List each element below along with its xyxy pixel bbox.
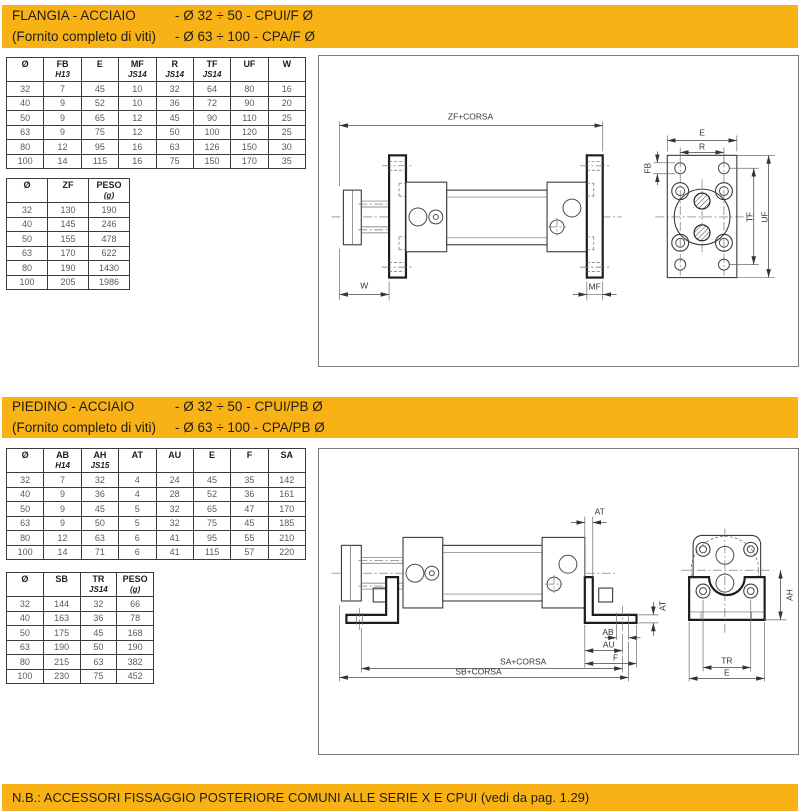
table-cell: 170: [231, 154, 268, 169]
table-cell: 14: [44, 545, 81, 560]
table-cell: 32: [156, 502, 193, 517]
dim-label-sb-corsa: SB+CORSA: [455, 666, 502, 677]
table-cell: 170: [48, 246, 89, 261]
table-row: [7, 232, 130, 247]
table-cell: 230: [43, 669, 80, 684]
piedino-drawing-svg: [319, 449, 796, 752]
table-cell: 142: [268, 473, 305, 488]
table-row: [7, 611, 154, 626]
table-row: [7, 626, 154, 641]
table-cell: 7: [44, 473, 81, 488]
table-cell: 100: [7, 669, 44, 684]
dim-label-sa-corsa: SA+CORSA: [500, 656, 547, 667]
column-header: TR JS14: [80, 573, 117, 597]
section-subtitle: (Fornito completo di viti): [12, 419, 157, 435]
table-cell: 63: [156, 140, 193, 155]
table-cell: 1986: [89, 275, 130, 290]
dim-label-e: E: [699, 127, 705, 138]
table-cell: 9: [44, 111, 81, 126]
table-header-row: [7, 449, 306, 473]
table-cell: 4: [119, 487, 156, 502]
table-cell: 50: [7, 232, 48, 247]
table-cell: 32: [80, 597, 117, 612]
table-cell: 110: [231, 111, 268, 126]
table-row: [7, 669, 154, 684]
table-row: [7, 640, 154, 655]
column-header: Ø: [7, 58, 44, 82]
table-cell: 75: [156, 154, 193, 169]
piedino-technical-drawing: [318, 448, 799, 755]
table-cell: 50: [7, 111, 44, 126]
table-cell: 6: [119, 531, 156, 546]
table-row: [7, 516, 306, 531]
table-cell: 25: [268, 111, 305, 126]
flangia-header-band: [2, 5, 798, 48]
column-header: SB: [43, 573, 80, 597]
table-cell: 190: [117, 640, 154, 655]
dim-label-fb: FB: [642, 162, 653, 174]
table-cell: 36: [81, 487, 118, 502]
table-cell: 40: [7, 217, 48, 232]
table-row: [7, 246, 130, 261]
dim-label-mf: MF: [588, 281, 601, 292]
column-header: AU: [156, 449, 193, 473]
table-cell: 12: [119, 125, 156, 140]
table-row: [7, 545, 306, 560]
table-cell: 163: [43, 611, 80, 626]
table-cell: 95: [81, 140, 118, 155]
table-cell: 130: [48, 203, 89, 218]
table-cell: 4: [119, 473, 156, 488]
table-cell: 382: [117, 655, 154, 670]
table-cell: 41: [156, 545, 193, 560]
table-cell: 215: [43, 655, 80, 670]
table-cell: 115: [193, 545, 230, 560]
size-range-line2: - Ø 63 ÷ 100 - CPA/F Ø: [175, 28, 315, 44]
table-cell: 9: [44, 516, 81, 531]
table-cell: 66: [117, 597, 154, 612]
table-cell: 47: [231, 502, 268, 517]
piedino-dimension-table: [6, 448, 306, 560]
dim-label-r: R: [699, 141, 706, 152]
column-header: PESO (g): [89, 179, 130, 203]
table-cell: 32: [7, 203, 48, 218]
table-cell: 1430: [89, 261, 130, 276]
column-header: F: [231, 449, 268, 473]
dim-label-f: F: [613, 652, 619, 663]
table-cell: 78: [117, 611, 154, 626]
table-row: [7, 502, 306, 517]
table-header-row: [7, 58, 306, 82]
table-cell: 5: [119, 502, 156, 517]
table-cell: 63: [81, 531, 118, 546]
piedino-header-left: [12, 397, 175, 438]
table-cell: 32: [156, 516, 193, 531]
table-cell: 50: [80, 640, 117, 655]
table-cell: 32: [156, 82, 193, 97]
flangia-dimension-table: [6, 57, 306, 169]
table-cell: 52: [81, 96, 118, 111]
column-header: AT: [119, 449, 156, 473]
column-header: SA: [268, 449, 305, 473]
table-row: [7, 111, 306, 126]
table-cell: 63: [7, 125, 44, 140]
table-cell: 100: [193, 125, 230, 140]
table-cell: 161: [268, 487, 305, 502]
column-header: AB H14: [44, 449, 81, 473]
flangia-technical-drawing: [318, 55, 799, 367]
dim-label-tf: TF: [744, 211, 755, 223]
table-cell: 16: [119, 154, 156, 169]
size-range-line1: - Ø 32 ÷ 50 - CPUI/F Ø: [175, 8, 313, 24]
table-cell: 9: [44, 96, 81, 111]
table-cell: 36: [80, 611, 117, 626]
table-row: [7, 154, 306, 169]
table-cell: 150: [193, 154, 230, 169]
table-cell: 120: [231, 125, 268, 140]
table-cell: 32: [7, 473, 44, 488]
flangia-header-left: [12, 6, 175, 47]
table-cell: 25: [268, 125, 305, 140]
dim-label-ab: AB: [602, 626, 614, 637]
column-header: Ø: [7, 179, 48, 203]
table-cell: 126: [193, 140, 230, 155]
table-cell: 16: [119, 140, 156, 155]
table-cell: 16: [268, 82, 305, 97]
table-cell: 185: [268, 516, 305, 531]
column-header: E: [81, 58, 118, 82]
column-header: W: [268, 58, 305, 82]
table-cell: 246: [89, 217, 130, 232]
column-header: FB H13: [44, 58, 81, 82]
table-row: [7, 261, 130, 276]
table-cell: 168: [117, 626, 154, 641]
table-row: [7, 140, 306, 155]
table-cell: 40: [7, 487, 44, 502]
table-cell: 71: [81, 545, 118, 560]
table-cell: 72: [193, 96, 230, 111]
table-cell: 100: [7, 154, 44, 169]
table-cell: 100: [7, 545, 44, 560]
table-cell: 622: [89, 246, 130, 261]
table-cell: 45: [80, 626, 117, 641]
table-cell: 65: [193, 502, 230, 517]
column-header: MF JS14: [119, 58, 156, 82]
table-cell: 20: [268, 96, 305, 111]
flangia-header-right: [175, 6, 315, 47]
column-header: UF: [231, 58, 268, 82]
table-row: [7, 487, 306, 502]
section-title: PIEDINO - ACCIAIO: [12, 399, 135, 415]
dim-label-w: W: [360, 280, 369, 291]
table-cell: 45: [81, 502, 118, 517]
table-cell: 145: [48, 217, 89, 232]
table-cell: 5: [119, 516, 156, 531]
column-header: AH JS15: [81, 449, 118, 473]
table-cell: 80: [7, 261, 48, 276]
table-cell: 115: [81, 154, 118, 169]
table-cell: 155: [48, 232, 89, 247]
table-header-row: [7, 573, 154, 597]
table-cell: 30: [268, 140, 305, 155]
table-cell: 50: [7, 626, 44, 641]
table-cell: 90: [231, 96, 268, 111]
table-cell: 90: [193, 111, 230, 126]
flangia-drawing-svg: [319, 56, 796, 364]
table-cell: 12: [119, 111, 156, 126]
table-cell: 40: [7, 611, 44, 626]
table-cell: 12: [44, 531, 81, 546]
table-cell: 75: [80, 669, 117, 684]
table-cell: 80: [231, 82, 268, 97]
table-cell: 50: [7, 502, 44, 517]
table-cell: 220: [268, 545, 305, 560]
table-cell: 150: [231, 140, 268, 155]
table-cell: 50: [156, 125, 193, 140]
table-cell: 9: [44, 125, 81, 140]
column-header: Ø: [7, 449, 44, 473]
table-row: [7, 217, 130, 232]
table-cell: 55: [231, 531, 268, 546]
table-cell: 63: [80, 655, 117, 670]
dim-label-tr: TR: [721, 655, 733, 666]
table-cell: 28: [156, 487, 193, 502]
table-row: [7, 531, 306, 546]
table-header-row: [7, 179, 130, 203]
table-row: [7, 125, 306, 140]
dim-label-at-top: AT: [594, 506, 605, 517]
section-title: FLANGIA - ACCIAIO: [12, 8, 136, 24]
table-cell: 144: [43, 597, 80, 612]
table-cell: 63: [7, 640, 44, 655]
dim-label-at-side: AT: [657, 600, 668, 612]
column-header: E: [193, 449, 230, 473]
dim-label-zf-corsa: ZF+CORSA: [447, 111, 494, 122]
piedino-header-right: [175, 397, 325, 438]
table-row: [7, 96, 306, 111]
table-cell: 32: [81, 473, 118, 488]
table-cell: 175: [43, 626, 80, 641]
table-cell: 80: [7, 140, 44, 155]
dim-label-ah: AH: [784, 589, 795, 601]
table-cell: 32: [7, 82, 44, 97]
table-cell: 14: [44, 154, 81, 169]
footer-note-band: [2, 784, 798, 811]
table-cell: 24: [156, 473, 193, 488]
table-cell: 63: [7, 246, 48, 261]
column-header: R JS14: [156, 58, 193, 82]
table-cell: 95: [193, 531, 230, 546]
table-cell: 65: [81, 111, 118, 126]
dim-label-uf: UF: [759, 211, 770, 223]
table-cell: 478: [89, 232, 130, 247]
table-row: [7, 473, 306, 488]
table-cell: 7: [44, 82, 81, 97]
table-cell: 6: [119, 545, 156, 560]
table-cell: 10: [119, 82, 156, 97]
table-cell: 45: [193, 473, 230, 488]
table-cell: 35: [231, 473, 268, 488]
table-cell: 100: [7, 275, 48, 290]
table-cell: 50: [81, 516, 118, 531]
piedino-weight-table: [6, 572, 154, 684]
table-cell: 36: [156, 96, 193, 111]
table-cell: 10: [119, 96, 156, 111]
table-cell: 12: [44, 140, 81, 155]
table-cell: 52: [193, 487, 230, 502]
size-range-line2: - Ø 63 ÷ 100 - CPA/PB Ø: [175, 419, 325, 435]
size-range-line1: - Ø 32 ÷ 50 - CPUI/PB Ø: [175, 399, 323, 415]
column-header: Ø: [7, 573, 44, 597]
table-row: [7, 275, 130, 290]
table-row: [7, 203, 130, 218]
dim-label-e2: E: [724, 667, 730, 678]
flangia-weight-table: [6, 178, 130, 290]
table-cell: 75: [193, 516, 230, 531]
table-cell: 9: [44, 487, 81, 502]
table-cell: 190: [89, 203, 130, 218]
column-header: ZF: [48, 179, 89, 203]
table-cell: 57: [231, 545, 268, 560]
column-header: TF JS14: [193, 58, 230, 82]
table-cell: 9: [44, 502, 81, 517]
table-cell: 64: [193, 82, 230, 97]
table-cell: 63: [7, 516, 44, 531]
piedino-header-band: [2, 397, 798, 438]
table-cell: 80: [7, 531, 44, 546]
table-cell: 80: [7, 655, 44, 670]
section-subtitle: (Fornito completo di viti): [12, 28, 157, 44]
table-cell: 36: [231, 487, 268, 502]
table-cell: 170: [268, 502, 305, 517]
table-cell: 210: [268, 531, 305, 546]
footer-note: N.B.: ACCESSORI FISSAGGIO POSTERIORE COMUNI ALLE SERIE X E CPUI (vedi da pag. 1.29): [12, 790, 590, 805]
table-cell: 205: [48, 275, 89, 290]
table-cell: 32: [7, 597, 44, 612]
table-cell: 35: [268, 154, 305, 169]
dim-label-au: AU: [602, 639, 615, 650]
table-cell: 190: [48, 261, 89, 276]
table-cell: 40: [7, 96, 44, 111]
table-cell: 75: [81, 125, 118, 140]
table-cell: 452: [117, 669, 154, 684]
table-cell: 45: [231, 516, 268, 531]
table-row: [7, 82, 306, 97]
table-cell: 190: [43, 640, 80, 655]
table-cell: 41: [156, 531, 193, 546]
table-cell: 45: [156, 111, 193, 126]
table-row: [7, 655, 154, 670]
table-cell: 45: [81, 82, 118, 97]
table-row: [7, 597, 154, 612]
column-header: PESO (g): [117, 573, 154, 597]
